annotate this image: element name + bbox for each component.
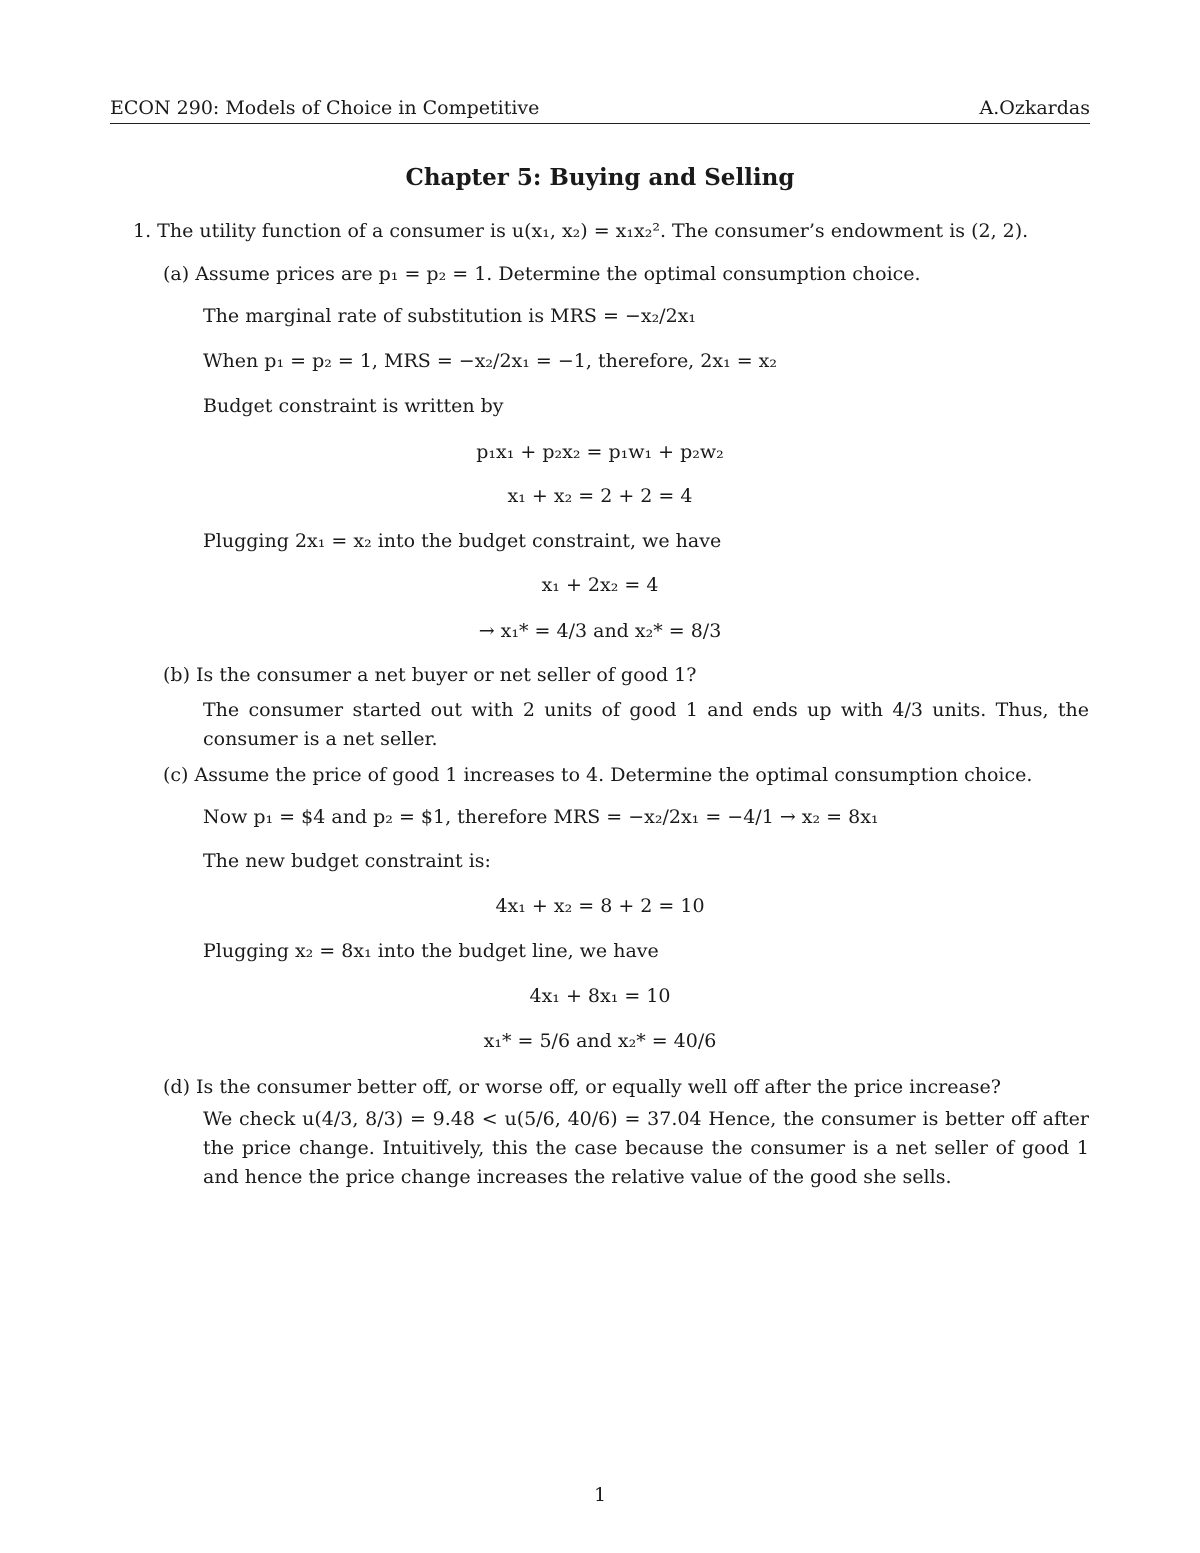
part-a-plug: Plugging 2x₁ = x₂ into the budget constraint, we have bbox=[203, 530, 722, 552]
part-a-equation-3: x₁ + 2x₂ = 4 bbox=[541, 574, 659, 596]
part-a-mrs: The marginal rate of substitution is MRS = −x₂/2x₁ bbox=[203, 305, 697, 327]
part-d-answer: We check u(4/3, 8/3) = 9.48 < u(5/6, 40/6) = 37.04 Hence, the consumer is better off after the price change. Intuitively, this the case because the consumer is a net seller of good 1 and hence the price change increases the relative value of the good she sells. bbox=[203, 1108, 1089, 1188]
part-a-equation-2: x₁ + x₂ = 2 + 2 = 4 bbox=[507, 485, 693, 507]
part-a-when: When p₁ = p₂ = 1, MRS = −x₂/2x₁ = −1, therefore, 2x₁ = x₂ bbox=[203, 350, 778, 372]
header-author: A.Ozkardas bbox=[979, 97, 1090, 119]
header-course: ECON 290: Models of Choice in Competitive bbox=[110, 97, 540, 119]
page-number: 1 bbox=[593, 1484, 607, 1506]
part-c-equation-1: 4x₁ + x₂ = 8 + 2 = 10 bbox=[495, 895, 705, 917]
question-1-intro: 1. The utility function of a consumer is u(x₁, x₂) = x₁x₂². The consumer’s endowment is (2, 2). bbox=[133, 220, 1029, 242]
part-c-plug: Plugging x₂ = 8x₁ into the budget line, we have bbox=[203, 940, 659, 962]
part-a-budget-intro: Budget constraint is written by bbox=[203, 395, 504, 417]
part-c-equation-2: 4x₁ + 8x₁ = 10 bbox=[529, 985, 671, 1007]
part-a-equation-4: → x₁* = 4/3 and x₂* = 8/3 bbox=[478, 620, 722, 642]
part-d-prompt: (d) Is the consumer better off, or worse off, or equally well off after the price increase? bbox=[163, 1076, 1001, 1098]
part-b-prompt: (b) Is the consumer a net buyer or net seller of good 1? bbox=[163, 664, 697, 686]
part-c-now: Now p₁ = $4 and p₂ = $1, therefore MRS = −x₂/2x₁ = −4/1 → x₂ = 8x₁ bbox=[203, 806, 879, 828]
part-a-prompt: (a) Assume prices are p₁ = p₂ = 1. Determine the optimal consumption choice. bbox=[163, 263, 921, 285]
part-b-answer: The consumer started out with 2 units of good 1 and ends up with 4/3 units. Thus, the consumer is a net seller. bbox=[203, 699, 1089, 750]
part-c-new-budget: The new budget constraint is: bbox=[203, 850, 491, 872]
chapter-title: Chapter 5: Buying and Selling bbox=[405, 164, 795, 191]
part-a-equation-1: p₁x₁ + p₂x₂ = p₁w₁ + p₂w₂ bbox=[476, 441, 724, 463]
part-c-prompt: (c) Assume the price of good 1 increases to 4. Determine the optimal consumption choice. bbox=[163, 764, 1033, 786]
running-header bbox=[110, 93, 1090, 124]
part-c-equation-3: x₁* = 5/6 and x₂* = 40/6 bbox=[483, 1030, 717, 1052]
